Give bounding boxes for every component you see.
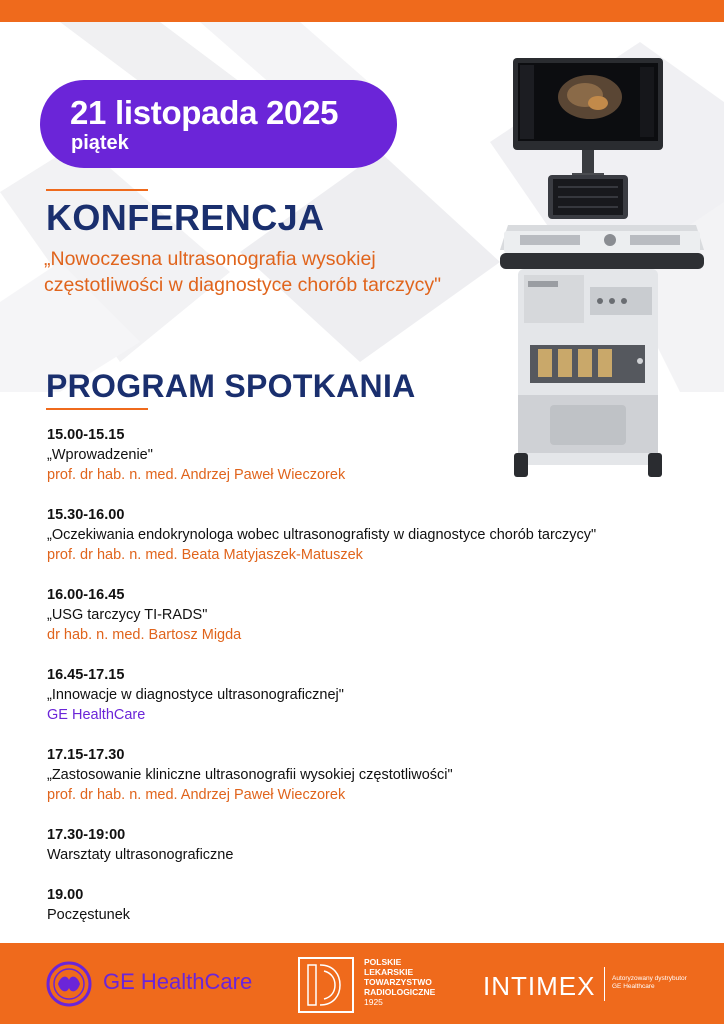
- agenda-speaker: dr hab. n. med. Bartosz Migda: [47, 627, 242, 643]
- conference-title: KONFERENCJA: [46, 197, 325, 238]
- agenda-talk: „Zastosowanie kliniczne ultrasonografii wysokiej częstotliwości": [47, 767, 453, 783]
- program-divider: [46, 408, 148, 410]
- agenda-talk: „USG tarczycy TI-RADS": [47, 607, 208, 623]
- agenda-talk: „Oczekiwania endokrynologa wobec ultrasonografisty w diagnostyce chorób tarczycy": [47, 527, 597, 543]
- title-divider-top: [46, 189, 148, 191]
- agenda-time: 15.30-16.00: [47, 507, 125, 523]
- conference-subtitle: „Nowoczesna ultrasonografia wysokiej częstotliwości w diagnostyce chorób tarczycy": [44, 248, 442, 296]
- agenda-time: 19.00: [47, 887, 84, 903]
- footer-bar: [0, 943, 724, 1024]
- agenda-speaker: prof. dr hab. n. med. Andrzej Paweł Wieczorek: [47, 467, 346, 483]
- agenda-item: [47, 505, 707, 565]
- agenda-talk: „Wprowadzenie": [47, 447, 153, 463]
- intimex-distributor-note: Autoryzowany dystrybutor GE Healthcare: [612, 975, 687, 990]
- agenda-item: [47, 585, 707, 645]
- agenda-time: 15.00-15.15: [47, 427, 125, 443]
- ultrasound-machine-image: [500, 55, 705, 485]
- program-title: PROGRAM SPOTKANIA: [46, 368, 416, 404]
- agenda-item: [47, 825, 707, 865]
- top-accent-bar: [0, 0, 724, 22]
- agenda-time: 16.45-17.15: [47, 667, 125, 683]
- event-weekday: piątek: [71, 132, 129, 154]
- date-badge: [40, 80, 397, 168]
- agenda-item: [47, 745, 707, 805]
- agenda-talk: „Innowacje w diagnostyce ultrasonograficznej": [47, 687, 344, 703]
- intimex-divider: [604, 967, 605, 1001]
- agenda-speaker: GE HealthCare: [47, 707, 146, 723]
- agenda-speaker: prof. dr hab. n. med. Andrzej Paweł Wieczorek: [47, 787, 346, 803]
- agenda-item: [47, 885, 707, 925]
- pltr-name: POLSKIE LEKARSKIE TOWARZYSTWO RADIOLOGICZNE 1925: [364, 957, 436, 1007]
- ge-healthcare-name: GE HealthCare: [103, 969, 253, 994]
- agenda-time: 17.15-17.30: [47, 747, 125, 763]
- agenda-speaker: prof. dr hab. n. med. Beata Matyjaszek-Matuszek: [47, 547, 363, 563]
- ge-monogram-logo: [46, 961, 92, 1007]
- agenda-time: 16.00-16.45: [47, 587, 125, 603]
- intimex-logo: INTIMEX: [483, 971, 596, 1001]
- event-date: 21 listopada 2025: [70, 94, 339, 131]
- agenda-time: 17.30-19:00: [47, 827, 126, 843]
- pltr-logo-mark: [298, 957, 354, 1013]
- agenda-talk: Warsztaty ultrasonograficzne: [47, 847, 234, 863]
- agenda-talk: Poczęstunek: [47, 907, 131, 923]
- agenda-item: [47, 665, 707, 725]
